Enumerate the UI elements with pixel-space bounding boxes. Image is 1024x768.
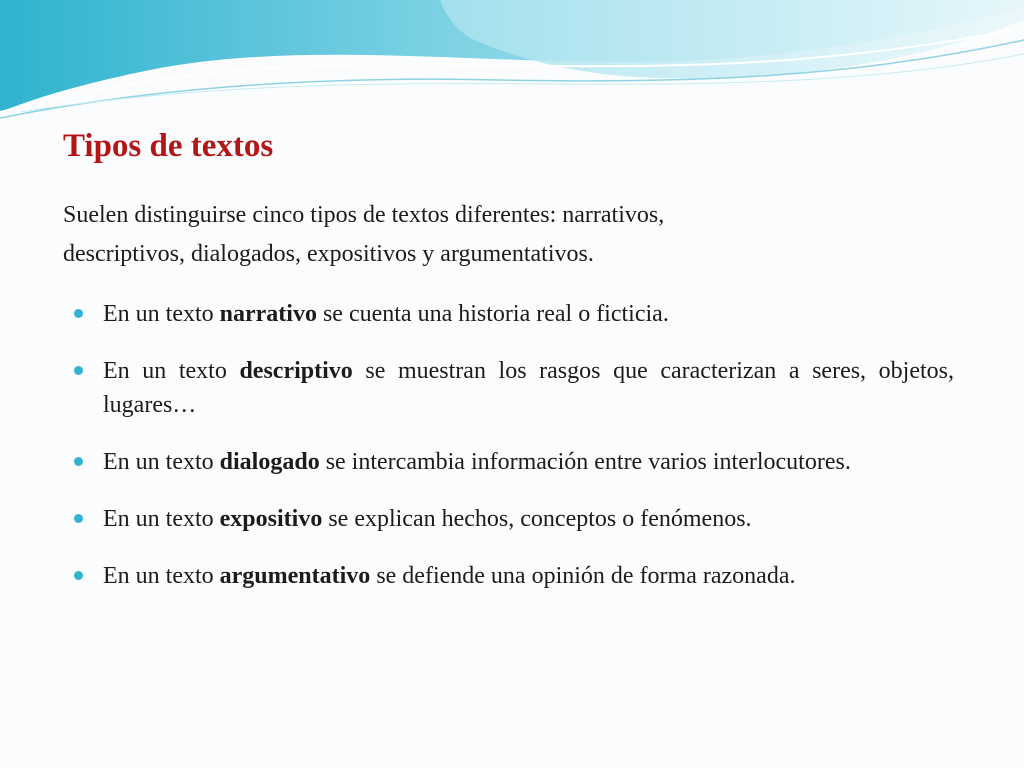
bullet-prefix: En un texto: [103, 301, 220, 327]
bullet-term: narrativo: [219, 301, 317, 327]
list-item-argumentativo: [72, 559, 954, 593]
bullet-term: descriptivo: [239, 358, 353, 384]
bullet-icon: [74, 514, 83, 523]
bullet-suffix: se explican hechos, conceptos o fenómenos.: [322, 506, 752, 532]
bullet-prefix: En un texto: [103, 449, 220, 475]
list-item-dialogado: [72, 445, 954, 479]
slide-title: Tipos de textos: [63, 128, 274, 164]
text-types-list: [72, 297, 954, 616]
bullet-term: argumentativo: [219, 563, 371, 589]
list-item-expositivo: [72, 502, 954, 536]
list-item-narrativo: [72, 297, 954, 331]
bullet-prefix: En un texto: [103, 563, 220, 589]
intro-paragraph: [63, 196, 963, 274]
bullet-icon: [74, 571, 83, 580]
bullet-suffix: se defiende una opinión de forma razonada.: [370, 563, 796, 589]
bullet-prefix: En un texto: [103, 358, 240, 384]
bullet-icon: [74, 457, 83, 466]
intro-line-2: descriptivos, dialogados, expositivos y argumentativos.: [63, 241, 594, 267]
bullet-suffix: se intercambia información entre varios interlocutores.: [319, 449, 851, 475]
bullet-term: expositivo: [219, 506, 323, 532]
bullet-icon: [74, 366, 83, 375]
bullet-term: dialogado: [219, 449, 320, 475]
list-item-descriptivo: [72, 354, 954, 422]
bullet-prefix: En un texto: [103, 506, 220, 532]
bullet-suffix: se muestran los rasgos que caracterizan a seres, objetos, lugares…: [103, 358, 954, 418]
intro-line-1: Suelen distinguirse cinco tipos de textos diferentes: narrativos,: [63, 202, 665, 228]
wave-header-decoration: [0, 0, 1024, 130]
bullet-icon: [74, 309, 83, 318]
bullet-suffix: se cuenta una historia real o ficticia.: [316, 301, 669, 327]
